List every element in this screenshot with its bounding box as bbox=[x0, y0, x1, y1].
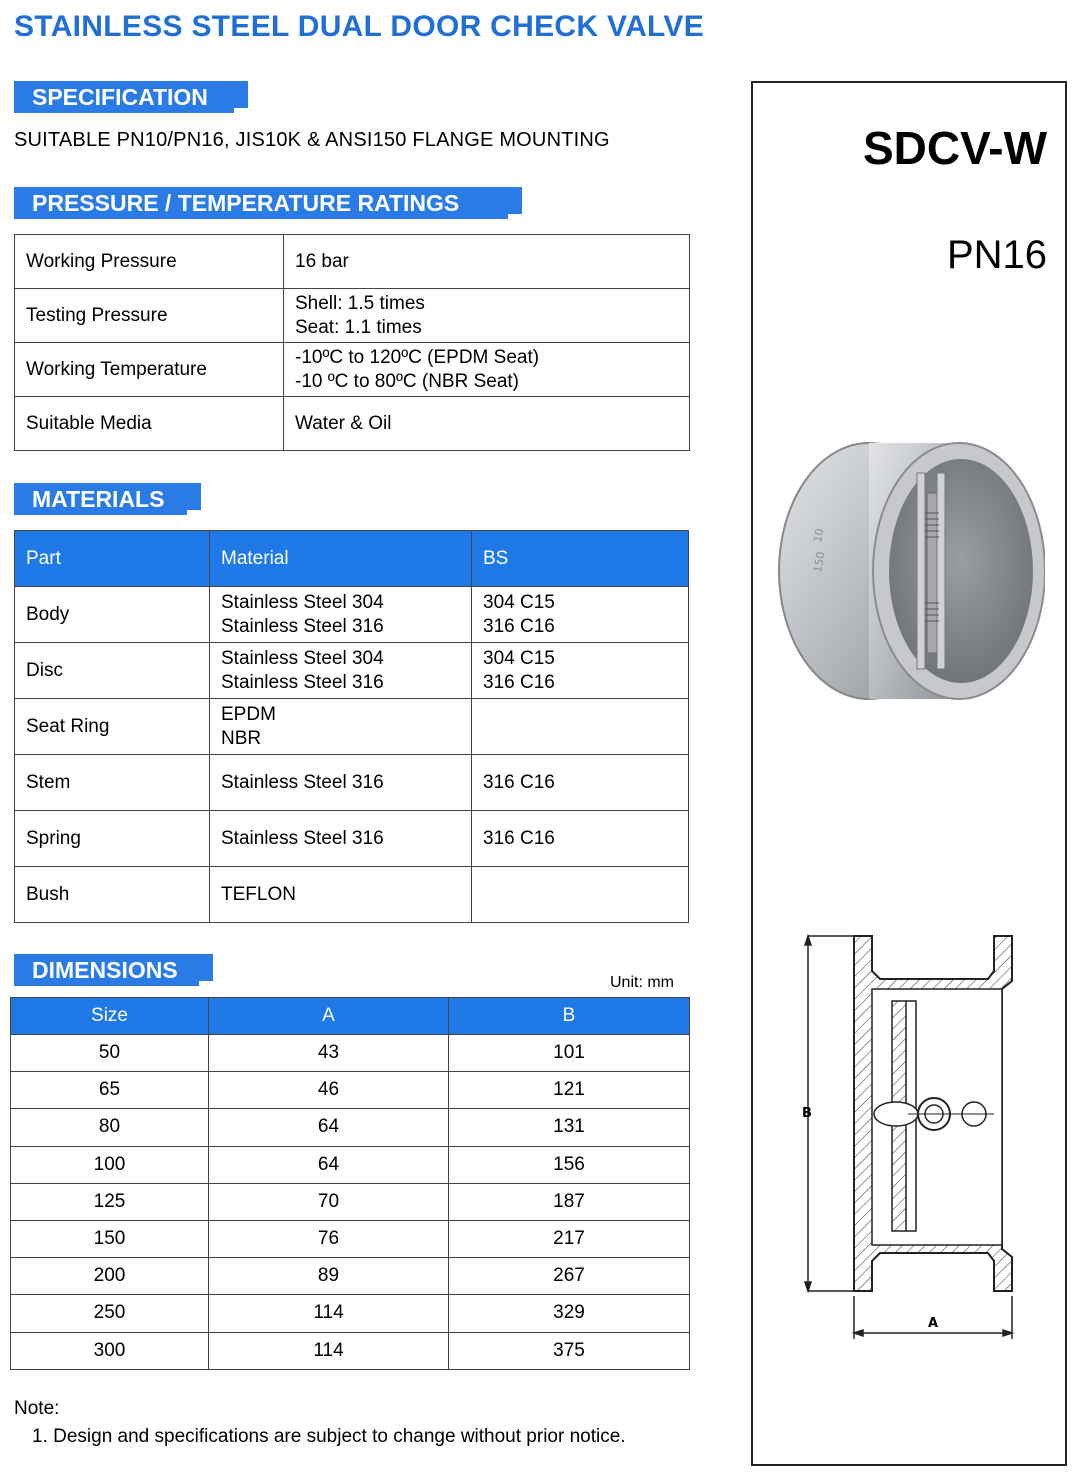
rating-value-line1: Water & Oil bbox=[295, 412, 392, 434]
rating-value bbox=[284, 289, 690, 343]
ratings-row bbox=[15, 235, 690, 289]
material-part: Body bbox=[15, 587, 210, 643]
rating-label: Suitable Media bbox=[15, 397, 284, 451]
material-bs-line1: 316 C16 bbox=[483, 827, 555, 849]
page-title: STAINLESS STEEL DUAL DOOR CHECK VALVE bbox=[14, 10, 705, 43]
materials-row bbox=[15, 643, 689, 699]
dimension-size: 250 bbox=[11, 1295, 209, 1332]
svg-text:150: 150 bbox=[811, 550, 828, 574]
dimensions-heading: DIMENSIONS bbox=[14, 954, 213, 986]
specification-heading: SPECIFICATION bbox=[14, 81, 248, 113]
dimensions-row bbox=[11, 1109, 690, 1146]
dimensions-row bbox=[11, 1183, 690, 1220]
rating-value-line1: -10ºC to 120ºC (EPDM Seat) bbox=[295, 346, 540, 368]
material-part: Disc bbox=[15, 643, 210, 699]
ratings-table bbox=[14, 234, 690, 451]
materials-row bbox=[15, 587, 689, 643]
material-name-line2: NBR bbox=[221, 727, 262, 749]
header-b: B bbox=[449, 998, 690, 1035]
header-a: A bbox=[209, 998, 449, 1035]
material-name bbox=[210, 587, 472, 643]
material-bs-line1: 304 C15 bbox=[483, 647, 555, 669]
materials-row bbox=[15, 811, 689, 867]
dimensions-row bbox=[11, 1220, 690, 1257]
material-name bbox=[210, 867, 472, 923]
product-panel bbox=[751, 81, 1067, 1466]
dimension-a: 64 bbox=[209, 1109, 449, 1146]
dimension-drawing bbox=[798, 931, 1038, 1371]
header-material: Material bbox=[210, 531, 472, 587]
material-name-line2: Stainless Steel 316 bbox=[221, 615, 384, 637]
dimensions-row bbox=[11, 1295, 690, 1332]
dimension-b: 375 bbox=[449, 1332, 690, 1369]
ratings-row bbox=[15, 343, 690, 397]
dimension-b: 187 bbox=[449, 1183, 690, 1220]
ratings-row bbox=[15, 397, 690, 451]
dimension-b: 267 bbox=[449, 1258, 690, 1295]
rating-value bbox=[284, 343, 690, 397]
dimensions-header-row bbox=[11, 998, 690, 1035]
material-bs bbox=[472, 867, 689, 923]
dimension-b: 329 bbox=[449, 1295, 690, 1332]
dimension-b: 217 bbox=[449, 1220, 690, 1257]
material-part: Seat Ring bbox=[15, 699, 210, 755]
dimension-a: 64 bbox=[209, 1146, 449, 1183]
unit-label: Unit: mm bbox=[610, 974, 674, 991]
dimension-a: 46 bbox=[209, 1072, 449, 1109]
model-code: SDCV-W bbox=[863, 122, 1047, 174]
pressure-rating: PN16 bbox=[946, 233, 1047, 277]
specification-text: SUITABLE PN10/PN16, JIS10K & ANSI150 FLANGE MOUNTING bbox=[14, 129, 610, 151]
material-name-line2: Stainless Steel 316 bbox=[221, 671, 384, 693]
material-bs bbox=[472, 643, 689, 699]
material-bs bbox=[472, 755, 689, 811]
material-name-line1: Stainless Steel 304 bbox=[221, 647, 384, 669]
material-name-line1: Stainless Steel 304 bbox=[221, 591, 384, 613]
svg-text:10: 10 bbox=[811, 527, 827, 544]
rating-value-line1: 16 bar bbox=[295, 250, 349, 272]
material-part: Spring bbox=[15, 811, 210, 867]
material-name bbox=[210, 699, 472, 755]
materials-table bbox=[14, 530, 689, 923]
dimension-size: 65 bbox=[11, 1072, 209, 1109]
materials-heading: MATERIALS bbox=[14, 483, 201, 515]
material-name-line1: Stainless Steel 316 bbox=[221, 771, 384, 793]
material-bs-line1: 304 C15 bbox=[483, 591, 555, 613]
dimensions-row bbox=[11, 1258, 690, 1295]
header-bs: BS bbox=[472, 531, 689, 587]
material-name bbox=[210, 811, 472, 867]
materials-row bbox=[15, 755, 689, 811]
dimension-b: 121 bbox=[449, 1072, 690, 1109]
dimension-b: 101 bbox=[449, 1035, 690, 1072]
note-title: Note: bbox=[14, 1398, 60, 1419]
material-name-line1: EPDM bbox=[221, 703, 276, 725]
materials-row bbox=[15, 867, 689, 923]
materials-row bbox=[15, 699, 689, 755]
ratings-heading: PRESSURE / TEMPERATURE RATINGS bbox=[14, 187, 522, 219]
material-bs bbox=[472, 811, 689, 867]
material-name bbox=[210, 643, 472, 699]
material-bs bbox=[472, 699, 689, 755]
dimension-b: 156 bbox=[449, 1146, 690, 1183]
dimension-a: 76 bbox=[209, 1220, 449, 1257]
ratings-row bbox=[15, 289, 690, 343]
material-bs-line2: 316 C16 bbox=[483, 615, 555, 637]
header-part: Part bbox=[15, 531, 210, 587]
label-b: B bbox=[802, 1106, 812, 1121]
dimensions-row bbox=[11, 1332, 690, 1369]
dimension-size: 200 bbox=[11, 1258, 209, 1295]
material-part: Stem bbox=[15, 755, 210, 811]
rating-label: Working Pressure bbox=[15, 235, 284, 289]
rating-value-line2: Seat: 1.1 times bbox=[295, 316, 422, 338]
dimensions-row bbox=[11, 1072, 690, 1109]
rating-value bbox=[284, 397, 690, 451]
dimensions-table bbox=[10, 997, 690, 1370]
dimension-size: 125 bbox=[11, 1183, 209, 1220]
dimension-size: 100 bbox=[11, 1146, 209, 1183]
dimension-size: 50 bbox=[11, 1035, 209, 1072]
dimension-a: 114 bbox=[209, 1332, 449, 1369]
rating-value bbox=[284, 235, 690, 289]
material-name-line1: TEFLON bbox=[221, 883, 296, 905]
valve-photo bbox=[777, 433, 1045, 708]
rating-label: Testing Pressure bbox=[15, 289, 284, 343]
dimension-b: 131 bbox=[449, 1109, 690, 1146]
dimension-a: 89 bbox=[209, 1258, 449, 1295]
dimensions-row bbox=[11, 1146, 690, 1183]
note-item: 1. Design and specifications are subject to change without prior notice. bbox=[32, 1426, 626, 1447]
material-name-line1: Stainless Steel 316 bbox=[221, 827, 384, 849]
rating-label: Working Temperature bbox=[15, 343, 284, 397]
dimension-a: 43 bbox=[209, 1035, 449, 1072]
dimensions-row bbox=[11, 1035, 690, 1072]
materials-header-row bbox=[15, 531, 689, 587]
label-a: A bbox=[928, 1316, 939, 1331]
rating-value-line2: -10 ºC to 80ºC (NBR Seat) bbox=[295, 370, 520, 392]
material-name bbox=[210, 755, 472, 811]
header-size: Size bbox=[11, 998, 209, 1035]
material-part: Bush bbox=[15, 867, 210, 923]
dimension-size: 150 bbox=[11, 1220, 209, 1257]
material-bs bbox=[472, 587, 689, 643]
material-bs-line2: 316 C16 bbox=[483, 671, 555, 693]
dimension-a: 70 bbox=[209, 1183, 449, 1220]
material-bs-line1: 316 C16 bbox=[483, 771, 555, 793]
rating-value-line1: Shell: 1.5 times bbox=[295, 292, 425, 314]
dimension-size: 300 bbox=[11, 1332, 209, 1369]
dimension-a: 114 bbox=[209, 1295, 449, 1332]
dimension-size: 80 bbox=[11, 1109, 209, 1146]
